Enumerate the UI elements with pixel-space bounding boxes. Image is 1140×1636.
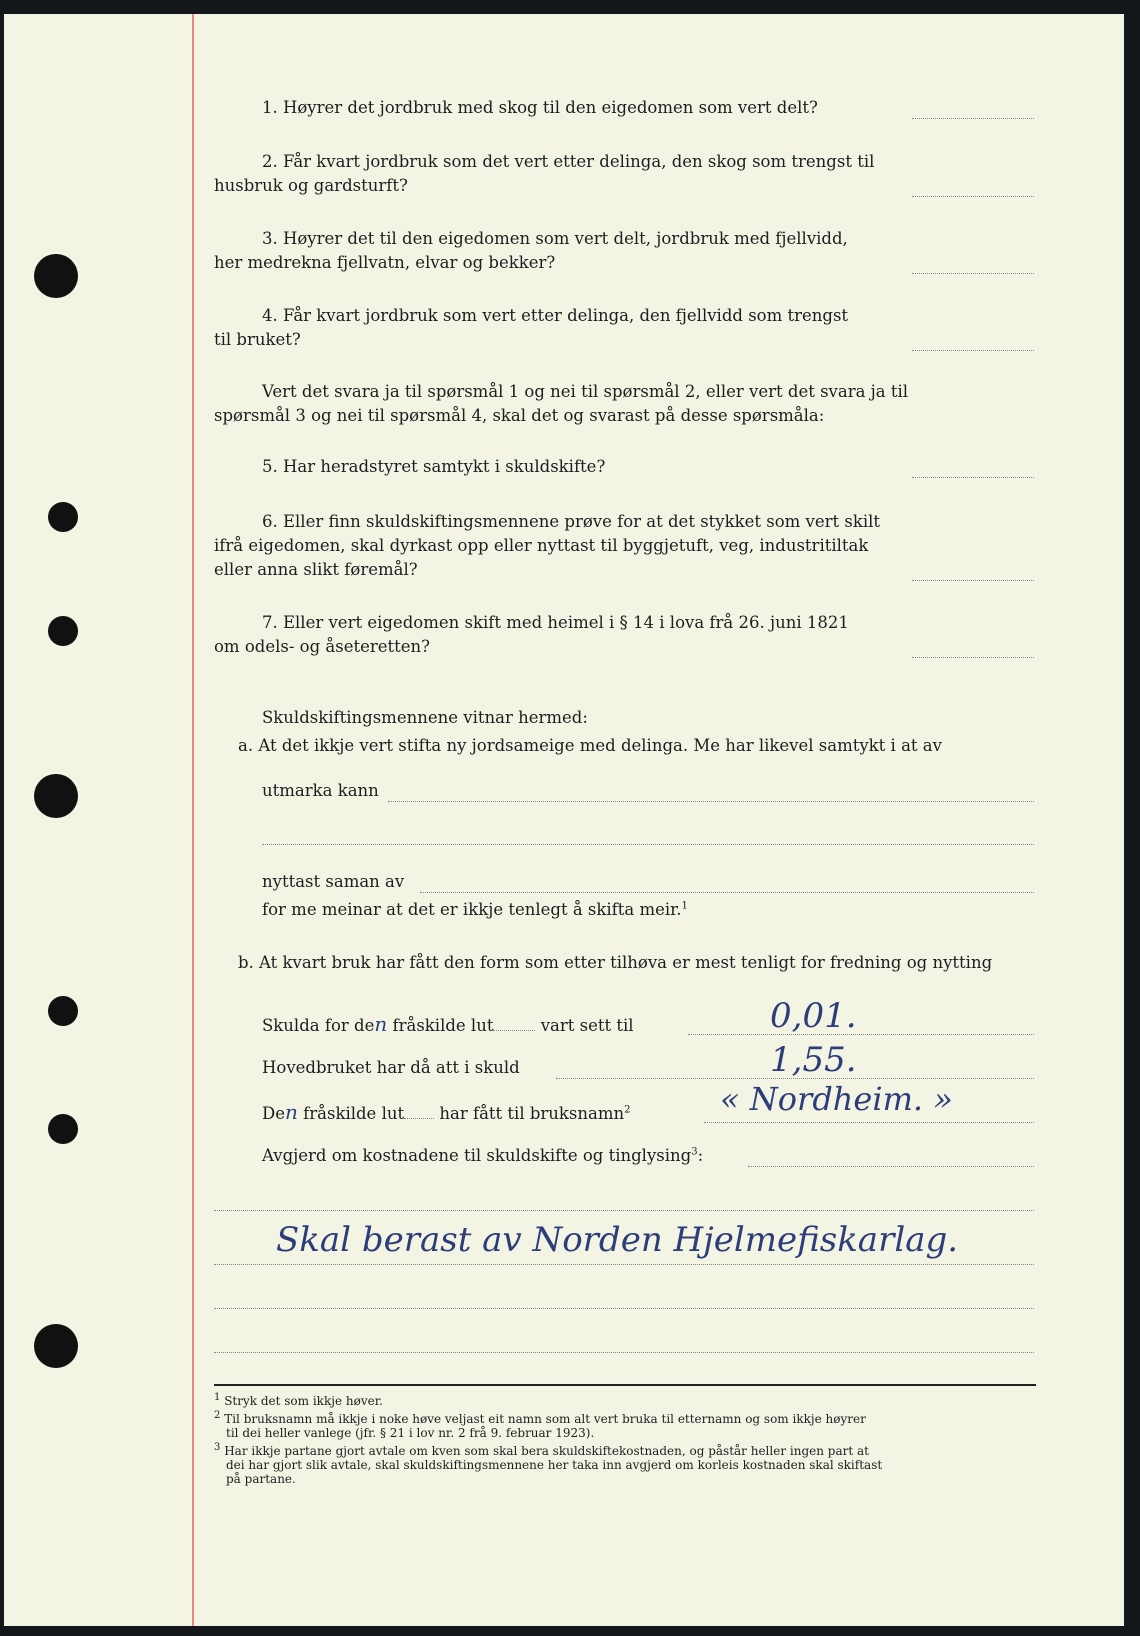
skulda-line[interactable] bbox=[688, 1034, 1034, 1035]
question-6-line-1: 6. Eller finn skuldskiftingsmennene prøve for at det stykket som vert skilt bbox=[262, 512, 881, 531]
question-5: 5. Har heradstyret samtykt i skuldskifte? bbox=[262, 457, 606, 476]
footnote-2: $^2$ Til bruksnamn må ikkje i noke høve veljast eit namn som alt vert bruka til etternamn og som ikkje høyrer bbox=[214, 1410, 866, 1426]
avgjerd-value: Skal berast av Norden Hjelmefiskarlag. bbox=[276, 1220, 959, 1260]
footnote-1: $^1$ Stryk det som ikkje høver. bbox=[214, 1392, 383, 1408]
hovedbruket-line[interactable] bbox=[556, 1078, 1034, 1079]
question-7-line-2: om odels- og åseteretten? bbox=[214, 637, 431, 656]
answer-line-4[interactable] bbox=[912, 350, 1034, 351]
nyttast-label: nyttast saman av bbox=[262, 872, 405, 891]
punch-hole bbox=[48, 1114, 78, 1144]
for-me-text: for me meinar at det er ikkje tenlegt å skifta meir.$^1$ bbox=[262, 900, 688, 919]
question-3-line-1: 3. Høyrer det til den eigedomen som vert delt, jordbruk med fjellvidd, bbox=[262, 229, 848, 248]
conditional-line-1: Vert det svara ja til spørsmål 1 og nei til spørsmål 2, eller vert det svara ja til bbox=[262, 382, 909, 401]
question-2-line-1: 2. Får kvart jordbruk som det vert etter delinga, den skog som trengst til bbox=[262, 152, 875, 171]
punch-hole bbox=[34, 254, 78, 298]
footnote-rule bbox=[214, 1384, 1036, 1386]
margin-line bbox=[192, 14, 194, 1626]
answer-line-1[interactable] bbox=[912, 118, 1034, 119]
footnote-2-cont: til dei heller vanlege (jfr. § 21 i lov nr. 2 frå 9. februar 1923). bbox=[226, 1426, 595, 1440]
question-7-line-1: 7. Eller vert eigedomen skift med heimel i § 14 i lova frå 26. juni 1821 bbox=[262, 613, 849, 632]
utmarka-label: utmarka kann bbox=[262, 781, 379, 800]
punch-hole bbox=[48, 502, 78, 532]
avgjerd-label: Avgjerd om kostnadene til skuldskifte og tinglysing$^3$: bbox=[262, 1146, 704, 1165]
punch-hole bbox=[34, 774, 78, 818]
form-page bbox=[4, 14, 1124, 1626]
avgjerd-line[interactable] bbox=[748, 1166, 1034, 1167]
question-6-line-3: eller anna slikt føremål? bbox=[214, 560, 418, 579]
punch-hole bbox=[48, 996, 78, 1026]
skulda-value: 0,01. bbox=[770, 996, 857, 1036]
answer-line-5[interactable] bbox=[912, 477, 1034, 478]
utmarka-line-2[interactable] bbox=[262, 844, 1034, 845]
witness-b: b. At kvart bruk har fått den form som etter tilhøva er mest tenligt for fredning og nytting bbox=[238, 953, 993, 972]
avgjerd-line-5[interactable] bbox=[214, 1352, 1034, 1353]
punch-hole bbox=[48, 616, 78, 646]
question-4-line-1: 4. Får kvart jordbruk som vert etter delinga, den fjellvidd som trengst bbox=[262, 306, 849, 325]
punch-hole bbox=[34, 1324, 78, 1368]
avgjerd-line-3[interactable] bbox=[214, 1264, 1034, 1265]
utmarka-line[interactable] bbox=[388, 801, 1034, 802]
hovedbruket-label: Hovedbruket har då att i skuld bbox=[262, 1058, 520, 1077]
bruksnamn-value: « Nordheim. » bbox=[720, 1080, 953, 1118]
nyttast-line[interactable] bbox=[420, 892, 1034, 893]
hovedbruket-value: 1,55. bbox=[770, 1040, 857, 1080]
footnote-3-cont2: på partane. bbox=[226, 1472, 296, 1486]
answer-line-3[interactable] bbox=[912, 273, 1034, 274]
question-2-line-2: husbruk og gardsturft? bbox=[214, 176, 408, 195]
question-6-line-2: ifrå eigedomen, skal dyrkast opp eller nyttast til byggjetuft, veg, industritiltak bbox=[214, 536, 869, 555]
question-1: 1. Høyrer det jordbruk med skog til den eigedomen som vert delt? bbox=[262, 98, 818, 117]
footnote-3-cont: dei har gjort slik avtale, skal skuldskiftingsmennene her taka inn avgjerd om korleis kostnaden skal skiftast bbox=[226, 1458, 883, 1472]
avgjerd-line-2[interactable] bbox=[214, 1210, 1034, 1211]
question-3-line-2: her medrekna fjellvatn, elvar og bekker? bbox=[214, 253, 556, 272]
witness-a: a. At det ikkje vert stifta ny jordsameige med delinga. Me har likevel samtykt i at av bbox=[238, 736, 942, 755]
bruksnamn-line[interactable] bbox=[704, 1122, 1034, 1123]
answer-line-6[interactable] bbox=[912, 580, 1034, 581]
bruksnamn-label: Den fråskilde lut har fått til bruksnamn$^2$ bbox=[262, 1100, 631, 1124]
footnote-3: $^3$ Har ikkje partane gjort avtale om kven som skal bera skuldskiftekostnaden, og påstår heller ingen part at bbox=[214, 1442, 869, 1458]
answer-line-7[interactable] bbox=[912, 657, 1034, 658]
witness-heading: Skuldskiftingsmennene vitnar hermed: bbox=[262, 708, 588, 727]
skulda-label: Skulda for den fråskilde lut vart sett til bbox=[262, 1012, 634, 1036]
question-4-line-2: til bruket? bbox=[214, 330, 301, 349]
conditional-line-2: spørsmål 3 og nei til spørsmål 4, skal det og svarast på desse spørsmåla: bbox=[214, 406, 825, 425]
answer-line-2[interactable] bbox=[912, 196, 1034, 197]
avgjerd-line-4[interactable] bbox=[214, 1308, 1034, 1309]
